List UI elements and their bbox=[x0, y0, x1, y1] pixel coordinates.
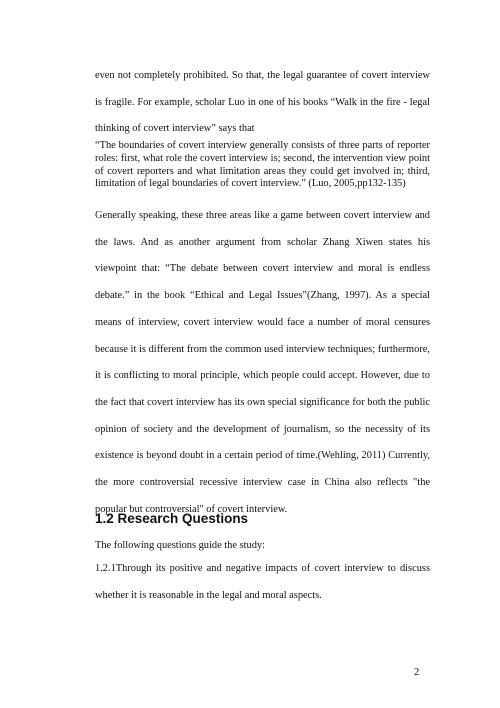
research-question-1: 1.2.1Through its positive and negative impacts of covert interview to discuss whether it is reasonable in the legal and moral aspects. bbox=[95, 563, 430, 601]
continuation-paragraph: even not completely prohibited. So that, the legal guarantee of covert interview is fragile. For example, scholar Luo in one of his books “Walk in the fire - legal thinking of covert interview” says that bbox=[95, 70, 430, 135]
section-intro: The following questions guide the study: bbox=[95, 540, 265, 551]
section-heading: 1.2 Research Questions bbox=[95, 511, 249, 526]
block-quote: “The boundaries of covert interview generally consists of three parts of reporter roles: first, what role the covert interview is; second, the intervention view point of covert reporters and what limitation areas they could get involved in; third, limitation of legal boundaries of covert interview.” (Luo, 2005,pp132-135) bbox=[95, 140, 430, 190]
body-paragraph: Generally speaking, these three areas like a game between covert interview and the laws. And as another argument from scholar Zhang Xiwen states his viewpoint that: “The debate between covert interview and moral is endless debate.” in the book “Ethical and Legal Issues”(Zhang, 1997). As a special means of interview, covert interview would face a number of moral censures because it is different from the common used interview techniques; furthermore, it is conflicting to moral principle, which people could accept. However, due to the fact that covert interview has its own special significance for both the public opinion of society and the development of journalism, so the necessity of its existence is beyond doubt in a certain period of time.(Wehling, 2011) Currently, the more controversial recessive interview case in China also reflects "the popular but controversial" of covert interview. bbox=[95, 210, 430, 515]
page-number: 2 bbox=[414, 667, 420, 678]
